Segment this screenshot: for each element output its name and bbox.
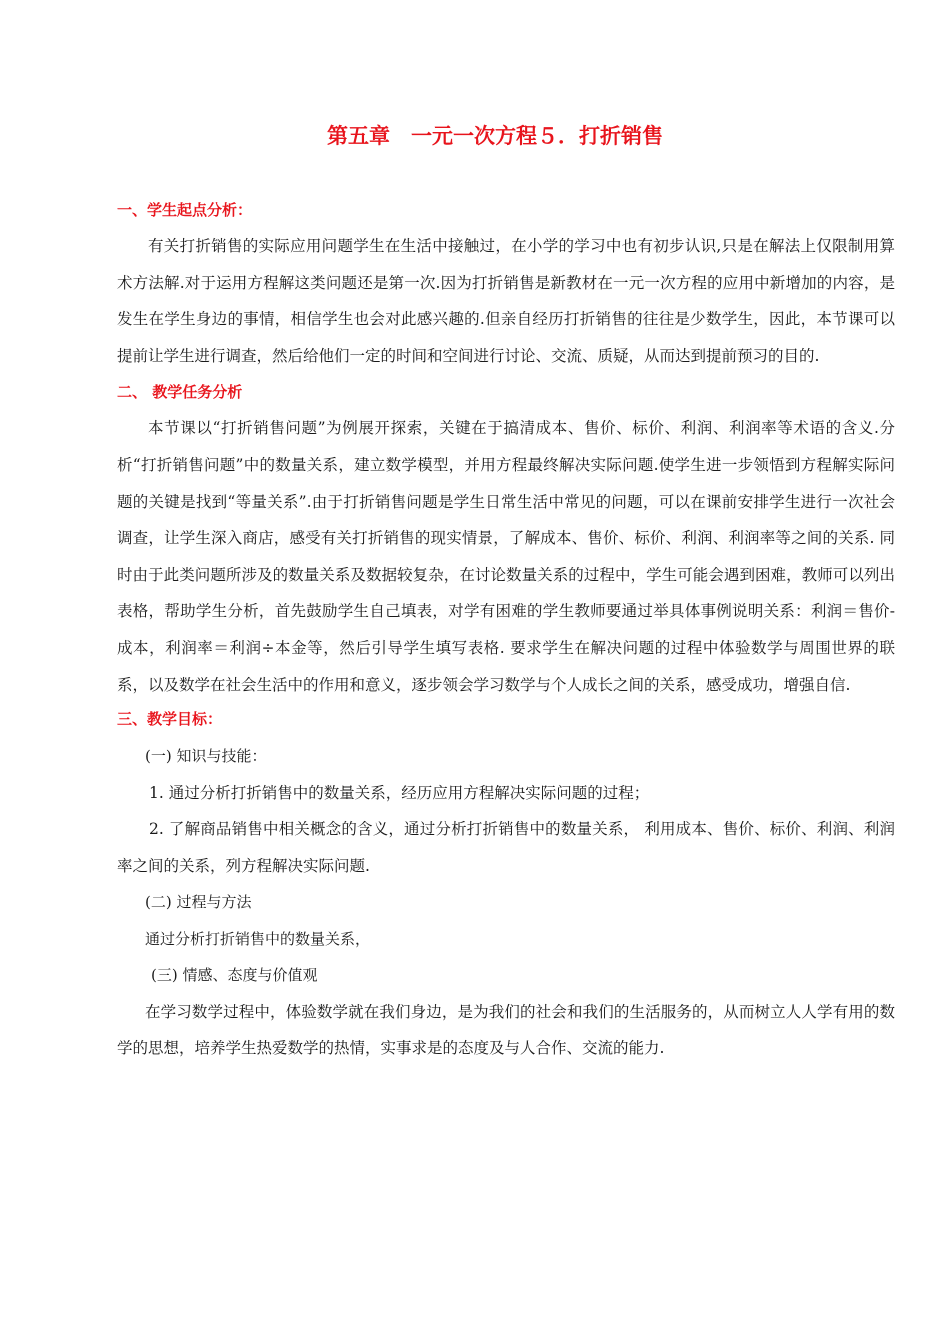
section-heading-1: 一、学生起点分析： [117, 201, 253, 219]
section-2-paragraph: 本节课以“打折销售问题”为例展开探索，关键在于搞清成本、售价、标价、利润、利润率等术语的含义.分析“打折销售问题”中的数量关系，建立数学模型，并用方程最终解决实际问题.使学生进一步领悟到方程解实际问题的关键是找到“等量关系”.由于打折销售问题是学生日常生活中常见的问题，可以在课前安排学生进行一次社会调查，让学生深入商店，感受有关打折销售的现实情景，了解成本、售价、标价、利润、利润率等之间的关系. 同时由于此类问题所涉及的数量关系及数据较复杂，在讨论数量关系的过程中，学生可能会遇到困难，教师可以列出表格，帮助学生分析，首先鼓励学生自己填表，对学有困难的学生教师要通过举具体事例说明关系：利润＝售价-成本，利润率＝利润÷本金等，然后引导学生填写表格. 要求学生在解决问题的过程中体验数学与周围世界的联系，以及数学在社会生活中的作用和意义，逐步领会学习数学与个人成长之间的关系，感受成功，增强自信. [117, 419, 895, 694]
subsection-process-methods: (二) 过程与方法 [145, 893, 252, 912]
section-heading-3: 三、教学目标： [117, 710, 223, 729]
subsection-emotion-attitude: (三) 情感、态度与价值观 [151, 966, 318, 985]
objective-item-2: 2. 了解商品销售中相关概念的含义，通过分析打折销售中的数量关系， 利用成本、售价、标价、利润、利润率之间的关系，列方程解决实际问题. [117, 820, 895, 875]
section-1-paragraph: 有关打折销售的实际应用问题学生在生活中接触过，在小学的学习中也有初步认识,只是在解法上仅限制用算术方法解.对于运用方程解这类问题还是第一次.因为打折销售是新教材在一元一次方程的应用中新增加的内容，是发生在学生身边的事情，相信学生也会对此感兴趣的.但亲自经历打折销售的往往是少数学生，因此，本节课可以提前让学生进行调查，然后给他们一定的时间和空间进行讨论、交流、质疑，从而达到提前预习的目的. [117, 237, 895, 365]
document-body [117, 196, 895, 1067]
process-methods-text: 通过分析打折销售中的数量关系， [145, 929, 371, 948]
section-heading-2: 二、 教学任务分析 [117, 383, 243, 402]
objective-item-1: 1. 通过分析打折销售中的数量关系，经历应用方程解决实际问题的过程； [149, 783, 650, 802]
page-title: 第五章 一元一次方程５．打折销售 [327, 124, 663, 148]
emotion-attitude-text: 在学习数学过程中，体验数学就在我们身边，是为我们的社会和我们的生活服务的，从而树立人人学有用的数学的思想，培养学生热爱数学的热情，实事求是的态度及与人合作、交流的能力. [117, 1002, 895, 1058]
subsection-knowledge-skills: (一) 知识与技能： [145, 747, 267, 766]
